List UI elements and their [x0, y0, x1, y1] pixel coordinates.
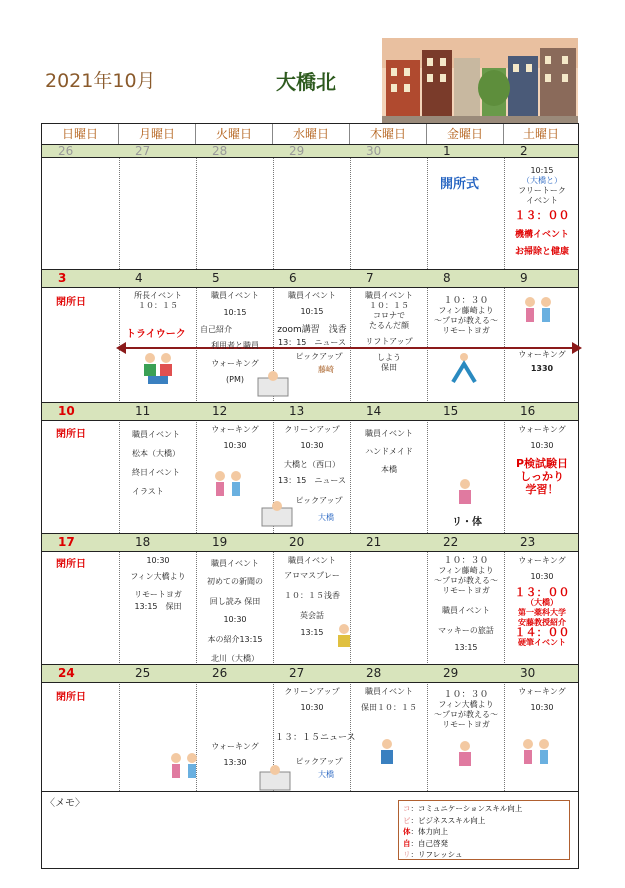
walking-people-icon: [518, 738, 554, 774]
date-cell: 20: [289, 535, 305, 549]
date-cell: 30: [520, 666, 536, 680]
event-mon-w4: 10:30 フィン大橋より リモートヨガ 13:15 保田: [130, 556, 186, 611]
calendar-grid: [41, 123, 579, 869]
closed-day-label: 閉所日: [56, 692, 86, 703]
date-row-1: [42, 144, 578, 158]
date-cell: 6: [289, 271, 297, 285]
weekday-thu: 木曜日: [350, 124, 427, 144]
newspaper-reader-icon: [260, 500, 294, 528]
event-wed-w3: クリーンアップ 10:30 大橋と（西口） 13：15 ニュース ピックアップ 大橋: [278, 425, 346, 522]
legend-item: コ：コミュニケーションスキル向上: [403, 804, 523, 813]
legend-item: リ：リフレッシュ: [403, 850, 463, 859]
walking-people-icon: [520, 296, 556, 332]
yoga-person-icon: [449, 352, 479, 384]
date-cell: 27: [289, 666, 305, 680]
event-fri-w3: リ・体: [452, 517, 482, 528]
date-cell: 2: [520, 144, 528, 158]
date-row-3: [42, 402, 578, 421]
date-cell: 11: [135, 404, 151, 418]
date-cell: 8: [443, 271, 451, 285]
date-cell: 7: [366, 271, 374, 285]
date-cell: 23: [520, 535, 536, 549]
date-cell: 18: [135, 535, 151, 549]
weekday-sat: 土曜日: [522, 127, 559, 141]
date-cell: 24: [58, 666, 75, 680]
legend-item: 自：自己啓発: [403, 838, 448, 848]
date-cell: 12: [212, 404, 228, 418]
date-cell: 29: [289, 144, 305, 158]
date-cell: 3: [58, 271, 67, 285]
event-tue-w3: ウォーキング 10:30: [211, 425, 259, 450]
date-cell: 4: [135, 271, 143, 285]
date-row-5: [42, 664, 578, 683]
walking-people-icon: [166, 752, 202, 788]
event-mon-w2: 所長イベント １０：１５: [134, 291, 182, 310]
group-people-icon: [140, 350, 176, 386]
city-illustration: [382, 38, 578, 124]
date-cell: 25: [135, 666, 151, 680]
date-cell: 10: [58, 404, 75, 418]
memo-label: 〈メモ〉: [45, 798, 85, 809]
month-title: 2021年10月: [45, 70, 156, 92]
closed-day-label: 閉所日: [56, 429, 86, 440]
weekday-wed: 水曜日: [273, 124, 350, 144]
place-title: 大橋北: [276, 70, 336, 94]
opening-ceremony: 開所式: [440, 177, 480, 192]
closed-day-label: 閉所日: [56, 297, 86, 308]
closed-day-label: 閉所日: [56, 559, 86, 570]
walking-people-icon: [210, 470, 246, 506]
event-sat-w3: ウォーキング 10:30 P検試験日 しっかり 学習！: [515, 425, 569, 496]
try-walk-label: トライウーク: [126, 329, 186, 340]
date-cell: 9: [520, 271, 528, 285]
event-thu-w3: 職員イベント ハンドメイド 本橋: [365, 429, 413, 474]
date-cell: 15: [443, 404, 459, 418]
event-tue-w2: 職員イベント 10:15 自己紹介 利用者と職員 ウォーキング (PM): [200, 291, 259, 384]
event-wed-w4: 職員イベント アロマスプレー １０：１５浅香 英会話 13:15: [284, 556, 340, 637]
weekday-sun: 日曜日: [42, 124, 119, 144]
date-cell: 13: [289, 404, 305, 418]
weekday-fri: 金曜日: [427, 124, 504, 144]
date-cell: 17: [58, 535, 75, 549]
date-row-2: [42, 269, 578, 288]
event-fri-w4: １０：３０ フィン藤崎より ～プロが教える～ リモートヨガ 職員イベント マッキーの旅話 13:15: [434, 556, 498, 652]
legend-box: [398, 800, 570, 860]
date-cell: 26: [212, 666, 228, 680]
date-cell: 19: [212, 535, 228, 549]
event-thu-w5: 職員イベント 保田１０：１５: [361, 687, 417, 712]
event-sat-w1: 10:15 （大橋と） フリートーク イベント １３：００ 機構イベント お掃除と健康: [514, 166, 570, 257]
date-cell: 21: [366, 535, 382, 549]
legend-item: 体：体力向上: [403, 827, 448, 836]
date-cell: 16: [520, 404, 536, 418]
event-mon-w3: 職員イベント 松本（大橋） 終日イベント イラスト: [132, 430, 180, 496]
event-wed-w2: 職員イベント 10:15 zoom講習 浅香 13：15 ニュース ピックアップ 藤崎: [277, 291, 347, 374]
event-wed-w5: クリーンアップ 10:30 １３：１５ニュース ピックアップ 大橋: [275, 687, 356, 779]
weekday-mon: 月曜日: [119, 124, 196, 144]
legend-item: ビ：ビジネススキル向上: [403, 815, 486, 825]
date-cell: 27: [135, 144, 151, 158]
event-sat-w5: ウォーキング 10:30: [518, 687, 566, 712]
newspaper-reader-icon: [258, 764, 292, 792]
date-cell: 26: [58, 144, 74, 158]
person-icon: [454, 740, 476, 776]
date-cell: 1: [443, 144, 451, 158]
date-cell: 5: [212, 271, 220, 285]
date-cell: 22: [443, 535, 459, 549]
event-sat-w2: ウォーキング 1330: [518, 350, 566, 373]
date-cell: 14: [366, 404, 382, 418]
person-icon: [376, 738, 398, 774]
date-cell: 30: [366, 144, 382, 158]
event-sat-w4: ウォーキング 10:30 １３：００ （大橋） 第一薬科大学 安藤教授紹介 １４：００ 硬筆イベント: [514, 556, 570, 647]
event-tue-w4: 職員イベント 初めての新聞の 回し読み 保田 10:30 本の紹介13:15 北川（大橋）: [207, 559, 263, 663]
event-tue-w5: ウォーキング 13:30: [211, 742, 259, 767]
try-walk-arrow: [118, 347, 580, 349]
event-thu-w2: 職員イベント １０：１５ コロナで たるんだ顔 リフトアップ しよう 保田: [365, 291, 413, 372]
person-icon: [454, 478, 476, 512]
date-cell: 28: [212, 144, 228, 158]
event-fri-w5: １０：３０ フィン大橋より ～プロが教える～ リモートヨガ: [434, 690, 498, 729]
newspaper-reader-icon: [256, 370, 290, 398]
date-cell: 29: [443, 666, 459, 680]
date-row-4: [42, 533, 578, 552]
event-fri-w2: １０：３０ フィン藤崎より ～プロが教える～ リモートヨガ: [434, 296, 498, 335]
weekday-tue: 火曜日: [196, 124, 273, 144]
date-cell: 28: [366, 666, 382, 680]
person-icon: [333, 623, 355, 649]
